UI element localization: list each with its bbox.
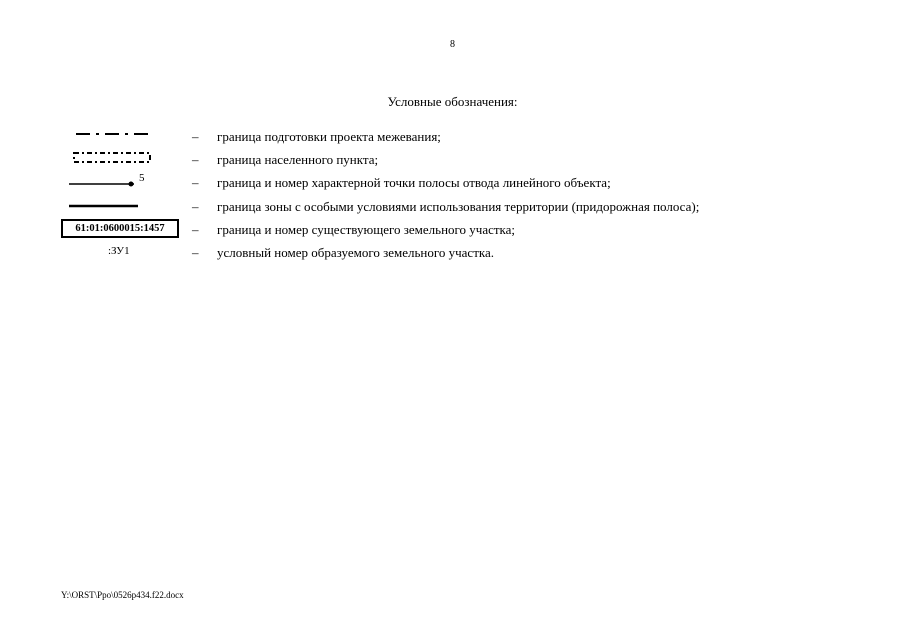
legend-dash: – bbox=[192, 245, 199, 260]
zu-label: :ЗУ1 bbox=[108, 245, 130, 257]
legend-dash: – bbox=[192, 222, 199, 237]
page-number: 8 bbox=[450, 39, 455, 50]
dashed-rectangle-symbol bbox=[0, 148, 190, 171]
legend-dash: – bbox=[192, 129, 199, 144]
footer-file-path: Y:\ORST\Ppo\0526p434.f22.docx bbox=[61, 590, 184, 600]
legend-title: Условные обозначения: bbox=[387, 94, 518, 109]
parcel-number-box: 61:01:0600015:1457 bbox=[61, 219, 179, 238]
legend-dash: – bbox=[192, 199, 199, 214]
legend-row-project-boundary bbox=[0, 125, 905, 148]
legend-description: условный номер образуемого земельного участка. bbox=[217, 245, 495, 260]
thick-line-symbol bbox=[0, 195, 190, 218]
legend-row-existing-parcel bbox=[0, 218, 905, 241]
legend-row-special-zone-boundary bbox=[0, 195, 905, 218]
legend-row-new-parcel bbox=[0, 241, 905, 264]
legend-description: граница подготовки проекта межевания; bbox=[217, 129, 441, 144]
legend-description: граница зоны с особыми условиями использования территории (придорожная полоса); bbox=[217, 199, 700, 214]
legend-description: граница и номер существующего земельного участка; bbox=[217, 222, 516, 237]
dash-dot-line-symbol bbox=[0, 125, 190, 148]
legend-dash: – bbox=[192, 175, 199, 190]
legend-row-settlement-boundary bbox=[0, 148, 905, 171]
legend-description: граница и номер характерной точки полосы отвода линейного объекта; bbox=[217, 175, 611, 190]
legend-description: граница населенного пункта; bbox=[217, 152, 379, 167]
point-number-label: 5 bbox=[139, 172, 145, 184]
line-with-point-symbol bbox=[0, 171, 190, 194]
legend-row-right-of-way-boundary bbox=[0, 171, 905, 194]
legend-dash: – bbox=[192, 152, 199, 167]
